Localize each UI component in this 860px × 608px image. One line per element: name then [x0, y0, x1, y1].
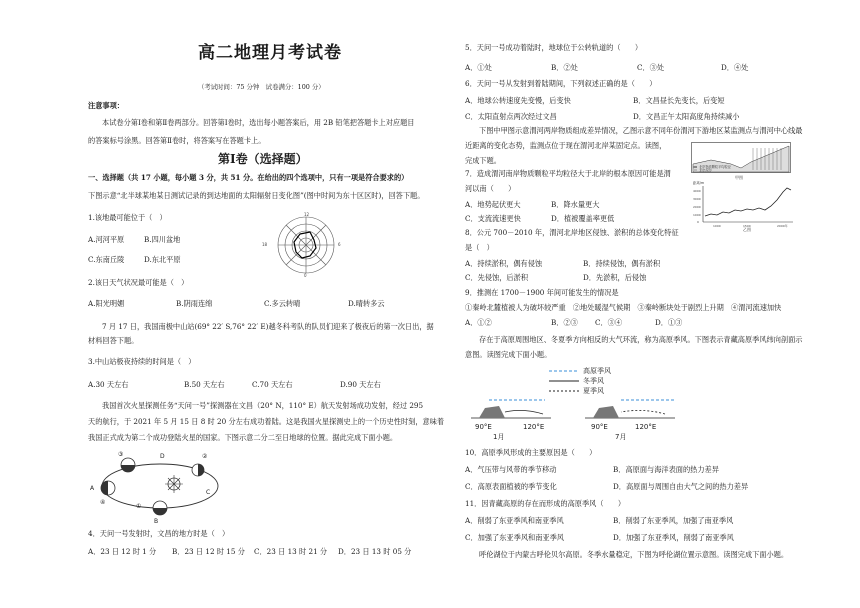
- orbit-label: ④: [100, 499, 106, 506]
- option: B．降水量更大: [551, 200, 600, 209]
- monsoon-legend: 夏季风: [583, 387, 604, 395]
- question-7: 7．造成渭河南岸物质颗粒平均粒径大于北岸的根本原因可能是渭: [465, 169, 671, 178]
- cross-section-legend: 北岸物质颗粒平均粒径: [699, 165, 731, 169]
- option: A．持续淤积，偶有侵蚀: [465, 259, 543, 268]
- distance-chart-ytick: 1000: [693, 213, 701, 217]
- option: B．文昌昼长先变长，后变短: [633, 96, 725, 105]
- cross-section-legend: 北岸泥沙: [699, 168, 712, 173]
- earth-orbit-figure: [88, 448, 228, 524]
- option: C．23 日 13 时 21 分: [254, 547, 328, 556]
- question-intro: 存在于高原周围地区、冬夏季方向相反的大气环流，称为高原季风。下图表示青藏高原季风纬向剖面示: [479, 335, 803, 344]
- monsoon-legend: 冬季风: [583, 377, 604, 385]
- option: C．③处: [637, 63, 665, 72]
- option: D．加强了东亚季风，削弱了南亚季风: [613, 533, 734, 542]
- question-11: 11．因青藏高原的存在而形成的高原季风（ ）: [465, 499, 626, 508]
- question-intro: 我国正式成为第二个成功登陆火星的国家。下图示意二分二至日地球的位置。据此完成下面小题。: [88, 433, 398, 442]
- option: A．削弱了东亚季风和南亚季风: [465, 516, 564, 525]
- orbit-label: D: [160, 453, 165, 460]
- svg-text:18: 18: [262, 242, 268, 247]
- svg-text:6: 6: [338, 242, 341, 247]
- monsoon-lon-label: 90°E: [591, 423, 608, 431]
- option: D.90 天左右: [340, 380, 381, 389]
- question-3: 3.中山站极夜持续的时间是（ ）: [88, 357, 196, 366]
- notice-title: 注意事项：: [88, 101, 124, 110]
- question-5: 5．天问一号成功着陆时，地球位于公转轨道的（ ）: [465, 43, 643, 52]
- orbit-label: B: [154, 518, 159, 524]
- question-intro: 我国首次火星探测任务“天问一号”探测器在文昌（20° N，110° E）航天发射场成功发射，经过 295: [102, 401, 424, 410]
- orbit-label: C: [206, 489, 211, 496]
- option: D．23 日 13 时 05 分: [338, 547, 412, 556]
- option: D．先淤积，后侵蚀: [583, 273, 647, 282]
- option: C.70 天左右: [252, 380, 293, 389]
- distance-chart-xtick: 1000: [713, 224, 721, 228]
- question-6: 6．天问一号从发射到着陆期间，下列叙述正确的是（ ）: [465, 79, 657, 88]
- option: C．加强了东亚季风和南亚季风: [465, 533, 564, 542]
- option: D．高原面与周围自由大气之间的热力差异: [613, 482, 749, 491]
- orbit-label: A: [90, 485, 95, 492]
- page-title: 高二地理月考试卷: [198, 43, 342, 63]
- option: A.30 天左右: [88, 380, 129, 389]
- section-title: 第Ⅰ卷（选择题）: [218, 152, 308, 166]
- monsoon-lon-label: 120°E: [523, 423, 545, 431]
- question-4: 4．天问一号发射时，文昌的地方时是（ ）: [88, 529, 230, 538]
- monsoon-month-label: 7月: [615, 433, 627, 440]
- option: B．②③: [551, 318, 578, 327]
- option: D．④处: [721, 63, 749, 72]
- option: D.东北平原: [144, 255, 181, 264]
- question-intro: 意图。读图完成下面小题。: [465, 350, 552, 359]
- option: A．地球公转速度先变慢，后变快: [465, 96, 571, 105]
- option: D．文昌正午太阳高度角持续减小: [633, 112, 740, 121]
- distance-chart-ytick: 2000: [693, 205, 701, 209]
- cross-section-figure: [691, 142, 791, 180]
- question-9: 9．推测在 1700－1900 年间可能发生的情况是: [465, 288, 619, 297]
- svg-text:0: 0: [304, 273, 307, 278]
- notice-line: 本试卷分第Ⅰ卷和第Ⅱ卷两部分。回答第Ⅰ卷时，选出每小题答案后，用 2B 铅笔把答题卡上对应题目: [102, 118, 415, 127]
- question-8: 8．公元 700－2010 年，渭河北岸地区侵蚀、淤积的总体变化特征: [465, 228, 679, 237]
- option: B．持续侵蚀，偶有淤积: [583, 259, 661, 268]
- option: B.四川盆地: [144, 235, 181, 244]
- option: C．支流流速更快: [465, 214, 521, 223]
- option: D．植被覆盖率更低: [551, 214, 615, 223]
- distance-chart-ytick: 3000: [693, 197, 701, 201]
- option: B．削弱了东亚季风，加强了南亚季风: [613, 516, 734, 525]
- question-intro: 材料回答下题。: [88, 336, 139, 345]
- question-7: 河以南（ ）: [465, 184, 516, 193]
- question-intro: 下图中甲图示意渭河两岸物质组成差异情况，乙图示意不同年份渭河下游地区某监测点与渭河中心线最: [479, 126, 803, 135]
- option: C．③④: [595, 318, 623, 327]
- option: A．气压带与风带的季节移动: [465, 465, 557, 474]
- question-intro: 天的航行，于 2021 年 5 月 15 日 8 时 20 分左右成功着陆。这是我国火星探测史上的一个历史性时刻，意味着: [88, 417, 445, 426]
- option: C．先侵蚀，后淤积: [465, 273, 529, 282]
- question-intro: 呼伦湖位于内蒙古呼伦贝尔高原。冬季水量稳定，下图为呼伦湖位置示意图。读图完成下面小题。: [479, 550, 789, 559]
- question-9-statements: ①秦岭北麓植被人为破坏较严重 ②地处暖湿气候期 ③秦岭断块处于剧烈上升期 ④渭河流速加快: [465, 303, 782, 312]
- distance-chart-caption: 乙图: [743, 227, 751, 232]
- monsoon-lon-label: 120°E: [635, 423, 657, 431]
- monsoon-lon-label: 90°E: [475, 423, 492, 431]
- option: D.晴转多云: [348, 299, 385, 308]
- orbit-label: ②: [202, 453, 208, 460]
- option: B．高原面与海洋表面的热力差异: [613, 465, 719, 474]
- question-10: 10．高原季风形成的主要原因是（ ）: [465, 448, 597, 457]
- option: B．②处: [551, 63, 578, 72]
- option: A．23 日 12 时 1 分: [88, 547, 157, 556]
- question-intro: 下图示意“北半球某地某日测试记录的到达地面的太阳辐射日变化图”(图中时间为东十区区时)，回答下题。: [88, 191, 425, 200]
- question-2: 2.该日天气状况最可能是（ ）: [88, 278, 189, 287]
- exam-info: （考试时间：75 分钟 试卷满分：100 分）: [198, 83, 325, 91]
- question-8: 是（ ）: [465, 243, 494, 252]
- option: A.河河平原: [88, 235, 125, 244]
- question-intro: 完成下题。: [465, 156, 501, 165]
- distance-chart: [691, 180, 795, 232]
- monsoon-month-label: 1月: [493, 433, 505, 440]
- option: C.多云转晴: [264, 299, 301, 308]
- distance-chart-xtick: 2000年: [777, 224, 788, 228]
- notice-line: 的答案标号涂黑。回答第Ⅱ卷时，将答案写在答题卡上。: [88, 136, 266, 145]
- option: A．①②: [465, 318, 492, 327]
- monsoon-legend: 高原季风: [583, 367, 611, 375]
- option: A．①处: [465, 63, 492, 72]
- orbit-label: ③: [118, 451, 124, 458]
- option: A.阳光明媚: [88, 299, 125, 308]
- option: B.阴雨连绵: [176, 299, 213, 308]
- distance-chart-ytick: 0: [697, 220, 699, 224]
- question-intro: 近距离的变化态势，监测点位于现在渭河北岸某固定点。读图，: [465, 141, 667, 150]
- solar-radiation-polar-figure: [260, 212, 352, 278]
- option: C.东南丘陵: [88, 255, 125, 264]
- distance-chart-ytick: 4000: [693, 189, 701, 193]
- option: B.50 天左右: [184, 380, 225, 389]
- option: A．地势起伏更大: [465, 200, 521, 209]
- option: B．23 日 12 时 15 分: [172, 547, 245, 556]
- question-intro: 7 月 17 日，我国南极中山站(69° 22′ S,76° 22′ E)越冬科考队的队员们迎来了极夜后的第一次日出，据: [102, 322, 434, 331]
- part-intro: 一、选择题（共 17 小题，每小题 3 分，共 51 分。在给出的四个选项中，只有一项是符合要求的）: [88, 173, 409, 182]
- option: C．高原表面植被的季节变化: [465, 482, 557, 491]
- distance-chart-ylabel: 距离/m: [693, 181, 705, 185]
- option: D．①③: [655, 318, 683, 327]
- cross-section-caption: 甲图: [735, 175, 743, 180]
- orbit-label: ①: [136, 503, 142, 510]
- svg-text:12: 12: [304, 212, 310, 217]
- monsoon-figure: [465, 364, 685, 440]
- question-1: 1.该地最可能位于（ ）: [88, 213, 167, 222]
- option: C．太阳直射点两次经过文昌: [465, 112, 557, 121]
- distance-chart-xtick: 1500: [743, 224, 751, 228]
